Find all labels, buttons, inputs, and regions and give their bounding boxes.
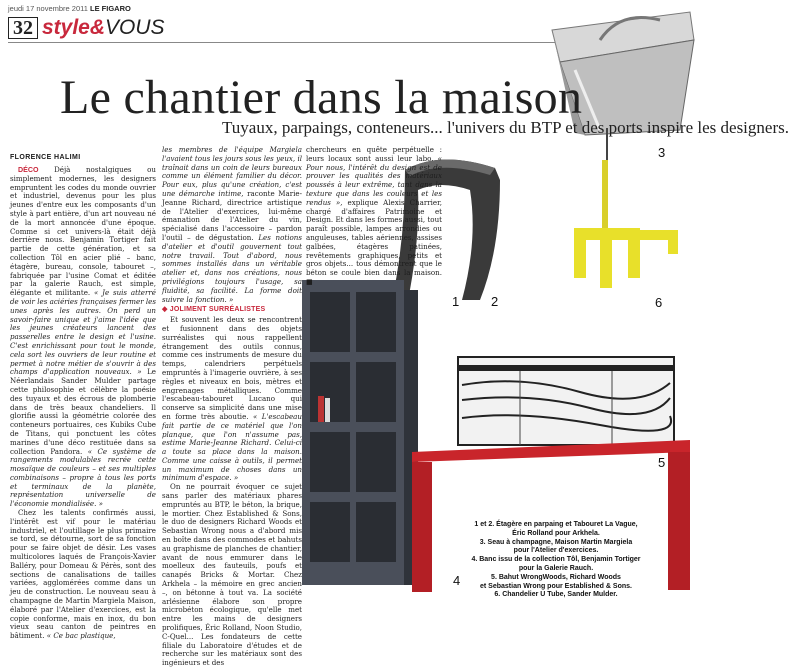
quote: « Ce système de rangements modulables recrée cette mosaïque de couleurs – et ses multiples combinaisons – propre à tous les ports et terminaux de la planète, représentation universelle de l'économie mondialisée. » — [10, 446, 157, 509]
section-amp: & — [89, 16, 106, 39]
newspaper-name: LE FIGARO — [90, 4, 131, 13]
article-subtitle: Tuyaux, parpaings, conteneurs... l'univers du BTP et des ports inspire les designers. — [222, 118, 789, 137]
quote: les membres de l'équipe Margiela l'avaient tous les jours sous les yeux, il traînait dans un coin de leurs bureaux comme un élément familier du décor. Pour eux, plus qu'une création, c'est une démarche intime, — [162, 145, 302, 198]
block-shelf-photo — [302, 280, 418, 585]
photo-legend — [456, 521, 656, 600]
paragraph: chercheurs en quête perpétuelle : leurs locaux sont aussi leur labo. — [306, 145, 442, 163]
photo-number-1: 1 — [452, 294, 460, 309]
legend-line: 1 et 2. Étagère en parpaing et Tabouret La Vague, — [474, 521, 638, 528]
article-title: Le chantier dans la maison — [60, 71, 583, 124]
section-heading: ◆ JOLIMENT SURRÉALISTES — [162, 306, 266, 314]
paragraph: Le Néerlandais Sander Mulder partage cette philosophie et célèbre la poésie des tuyaux et des écrous de plomberie dans de très beaux chandeliers. Il glorifie aussi la géométrie colorée des conteneurs portuaires, ces Kubiks Cube de Titans, qui ponctuent les côtes marines d'une déco restituée dans sa collection Pandora. — [10, 367, 157, 456]
photo-number-6: 6 — [655, 295, 663, 310]
photo-number-3: 3 — [658, 145, 666, 160]
photo-number-2: 2 — [491, 294, 499, 309]
wrongwoods-sideboard-photo — [458, 357, 674, 445]
legend-line: et Sebastian Wrong pour Established & Sons. — [480, 582, 632, 590]
section-vous: VOUS — [105, 16, 165, 39]
paragraph: On ne pourrait évoquer ce sujet sans parler des matériaux phares empruntés au BTP, le béton, la brique, le mortier. Chez Established & Sons, le duo de designers Richard Woods et Sebastian Wrong nous a d'abord mis en boîte dans des commodes et bahuts au graphisme de planches de chantier, avant de nous emmurer dans le moelleux des fauteuils, poufs et canapés Bricks & Mortar. Chez Arkhela – la mémoire en grec ancien –, on bétonne à tout va. La société arlésienne élabore son propre microbéton écologique, qu'elle met entre les mains de designers prolifiques, Éric Rolland, Noon Studio, C-Quel... Les fondateurs de cette filiale du Laboratoire d'études et de recherche sur les matériaux sont des ingénieurs et des — [162, 482, 302, 668]
section-heading-text: JOLIMENT SURRÉALISTES — [169, 306, 266, 314]
paragraph: Chez les talents confirmés aussi, l'intérêt est vif pour le matériau industriel, et l'outillage le plus primaire se tord, se détourne, sort de sa fonction pour se faire objet de désir. Les vases multicolores laqués de François-Xavier Balléry, pour Domeau & Pérès, sont des sections de canalisations de tailles variées, agglomérées comme dans un jeu de construction. Le nouveau seau à champagne de Martin Margiela Maison, élaboré par l'Atelier d'exercices, est la copie conforme, mais en inox, du bon vieux seau canton de peintres en bâtiment. — [10, 508, 156, 641]
legend-line: 5. Bahut WrongWoods, Richard Woods — [491, 573, 621, 581]
legend-line: 6. Chandelier U Tube, Sander Mulder. — [494, 591, 618, 599]
page-number: 32 — [8, 17, 38, 39]
quote: « Je suis atterré de voir les aciéries françaises fermer les unes après les autres. On perd un savoir-faire unique et j'aime l'idée que les jeunes créateurs lancent des passerelles entre le design et l'usine. C'est enrichissant pour tout le monde, cela sort les ouvriers de leur routine et permet à notre métier de s'ouvrir à des champs d'application nouveaux. » — [10, 288, 156, 377]
paragraph: explique Alexis Charrier, chargé d'affaires Patrimoine et Design. Et dans les formes aussi, tout paraît possible, lampes arrondies ou anguleuses, tables aériennes, assises galbées, étagères patinées, revêtements graphiques, petits et gros objets... tous démontrent que le béton se coule bien dans la maison. ■ — [306, 197, 442, 286]
quote: Les notions d'atelier et d'outil gouvernent tout notre travail. Tout d'abord, nous sommes installés dans un véritable atelier et, dans nos créations, nous privilégions toujours l'usage, sa fluidité, sa facilité. La forme doit suivre la fonction. » — [162, 232, 302, 304]
section-style: style — [42, 16, 90, 39]
quote: « L'escabeau fait partie de ce matériel que l'on planque, que l'on n'assume pas, estime Marie-Jeanne Richard. Celui-ci a toute sa place dans la maison. Comme une caisse à outils, il permet un maximum de choses dans un minimum d'espace. » — [162, 411, 302, 483]
legend-line: 3. Seau à champagne, Maison Martin Margiela — [479, 538, 633, 546]
article-column-1 — [10, 165, 157, 641]
kicker: DÉCO — [18, 166, 39, 174]
photo-number-4: 4 — [453, 573, 461, 588]
quote: « Pour nous, l'intérêt du design est de prouver les qualités des matériaux poussés à leur extrême, tant dans la texture que dans les couleurs et les rendus », — [306, 153, 442, 207]
legend-line: pour l'Atelier d'exercices. — [513, 547, 599, 555]
legend-line: pour la Galerie Rauch. — [518, 564, 594, 572]
paragraph: Et souvent les deux se rencontrent et fusionnent dans des objets surréalistes qui nous rappellent étrangement des outils connus, comme ces instruments de mesure du temps, calendriers perpétuels empruntés à l'imagerie ouvrière, à ses règles et niveaux en bois, mètres et engrenages métalliques. Comme l'escabeau-tabouret Lucano qui conserve sa simplicité dans une mise en forme très aboutie. — [162, 315, 302, 421]
quote: « Ce bac plastique, — [46, 631, 116, 641]
article-column-2 — [162, 145, 302, 668]
paragraph: raconte Marie-Jeanne Richard, directrice artistique de l'Atelier d'exercices, lui-même émanation de l'Atelier du vin, spécialisé dans l'accessoire – pardon l'outil – de dégustation. — [162, 188, 302, 242]
byline: FLORENCE HALIMI — [10, 154, 81, 161]
legend-line: 4. Banc issu de la collection Tôl, Benjamin Tortiger — [471, 556, 641, 564]
photo-number-5: 5 — [658, 455, 666, 470]
paragraph: Déjà nostalgiques ou simplement modernes, les designers empruntent les codes du monde ouvrier et industriel, devenus pour les plus jeunes d'entre eux les composants d'un style à part entière, d'un art nouveau né de la mort annoncée d'une époque. Comme si cet univers-là était déjà derrière nous. Benjamin Tortiger fait partie de cette génération, et sa collection Tôl en acier plié – banc, étagère, bureau, console, tabouret –, fabriquée par l'usine Comat et éditée par la galerie Rauch, est simple, élégante et militante. — [10, 165, 156, 298]
article-column-3 — [306, 145, 442, 286]
legend-line: Éric Rolland pour Arkhela. — [512, 529, 600, 537]
issue-date: jeudi 17 novembre 2011 — [8, 4, 88, 13]
